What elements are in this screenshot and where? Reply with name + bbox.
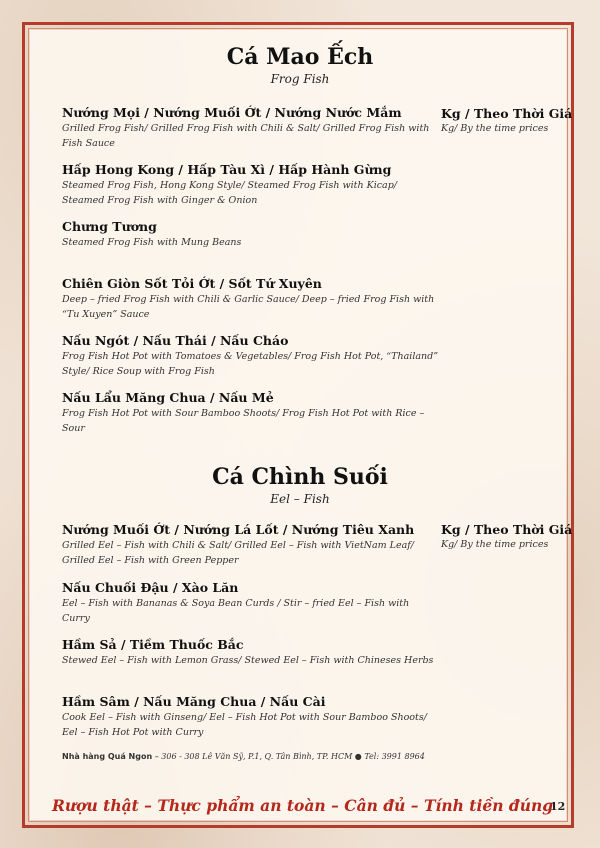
section-subtitle-frog-fish: Frog Fish (270, 72, 330, 86)
page-number: 12 (550, 800, 566, 813)
menu-item-description: Frog Fish Hot Pot with Tomatoes & Vegetables/ Frog Fish Hot Pot, “Thailand” Style/ Rice Soup with Frog Fish (62, 351, 439, 377)
price-label-english: Kg/ By the time prices (441, 539, 549, 550)
menu-item-description: Steamed Frog Fish, Hong Kong Style/ Steamed Frog Fish with Kicap/ Steamed Frog Fish with Ginger & Onion (62, 180, 398, 206)
menu-item (62, 276, 442, 322)
restaurant-address: – 306 - 308 Lê Văn Sỹ, P.1, Q. Tân Bình, TP. HCM ● Tel: 3991 8964 (154, 752, 425, 761)
menu-item (62, 219, 442, 250)
menu-item-name: Nấu Lẩu Măng Chua / Nấu Mẻ (62, 390, 274, 405)
menu-item-name: Nấu Chuối Đậu / Xào Lăn (62, 580, 239, 595)
menu-item (62, 694, 442, 740)
menu-item-description: Deep – fried Frog Fish with Chili & Garlic Sauce/ Deep – fried Frog Fish with “Tu Xuyen” Sauce (62, 294, 435, 320)
price-label-english: Kg/ By the time prices (441, 123, 549, 134)
menu-item-name: Hầm Sả / Tiềm Thuốc Bắc (62, 637, 244, 652)
section-subtitle-eel-fish: Eel – Fish (270, 492, 330, 506)
menu-item-name: Hầm Sâm / Nấu Măng Chua / Nấu Cài (62, 694, 326, 709)
menu-item-name: Nướng Mọi / Nướng Muối Ớt / Nướng Nước Mắm (62, 105, 402, 120)
menu-item-description: Steamed Frog Fish with Mung Beans (62, 237, 242, 248)
menu-item-description: Frog Fish Hot Pot with Sour Bamboo Shoots/ Frog Fish Hot Pot with Rice – Sour (62, 408, 425, 434)
menu-item (62, 105, 442, 151)
menu-item-name: Hấp Hong Kong / Hấp Tàu Xì / Hấp Hành Gừng (62, 162, 392, 177)
menu-item (62, 637, 442, 668)
menu-item-name: Nấu Ngót / Nấu Thái / Nấu Cháo (62, 333, 289, 348)
menu-item (62, 162, 442, 208)
price-label: Kg / Theo Thời Giá (441, 106, 573, 121)
menu-item (62, 390, 442, 436)
menu-item-description: Grilled Eel – Fish with Chili & Salt/ Grilled Eel – Fish with VietNam Leaf/ Grilled Eel – Fish with Green Pepper (62, 540, 414, 566)
price-label: Kg / Theo Thời Giá (441, 522, 573, 537)
price-eel-fish (441, 522, 573, 550)
menu-item-description: Grilled Frog Fish/ Grilled Frog Fish with Chili & Salt/ Grilled Frog Fish with Fish Sauce (62, 123, 430, 149)
menu-item (62, 522, 442, 568)
menu-item-name: Nướng Muối Ớt / Nướng Lá Lốt / Nướng Tiêu Xanh (62, 522, 415, 537)
price-frog-fish (441, 106, 573, 134)
section-title-frog-fish: Cá Mao Ếch (226, 44, 374, 70)
menu-item (62, 333, 442, 379)
menu-item-name: Chưng Tương (62, 219, 157, 234)
menu-item (62, 580, 442, 626)
menu-item-description: Eel – Fish with Bananas & Soya Bean Curds / Stir – fried Eel – Fish with Curry (62, 598, 410, 624)
menu-item-description: Stewed Eel – Fish with Lemon Grass/ Stewed Eel – Fish with Chineses Herbs (62, 655, 434, 666)
footer-address (62, 752, 562, 761)
menu-item-description: Cook Eel – Fish with Ginseng/ Eel – Fish Hot Pot with Sour Bamboo Shoots/ Eel – Fish Hot Pot with Curry (62, 712, 427, 738)
footer-slogan: Rượu thật – Thực phẩm an toàn – Cân đủ – Tính tiền đúng (52, 796, 554, 815)
restaurant-name: Nhà hàng Quá Ngon (62, 752, 153, 761)
section-title-eel-fish: Cá Chình Suối (212, 464, 388, 490)
menu-item-name: Chiên Giòn Sốt Tỏi Ớt / Sốt Tứ Xuyên (62, 276, 322, 291)
